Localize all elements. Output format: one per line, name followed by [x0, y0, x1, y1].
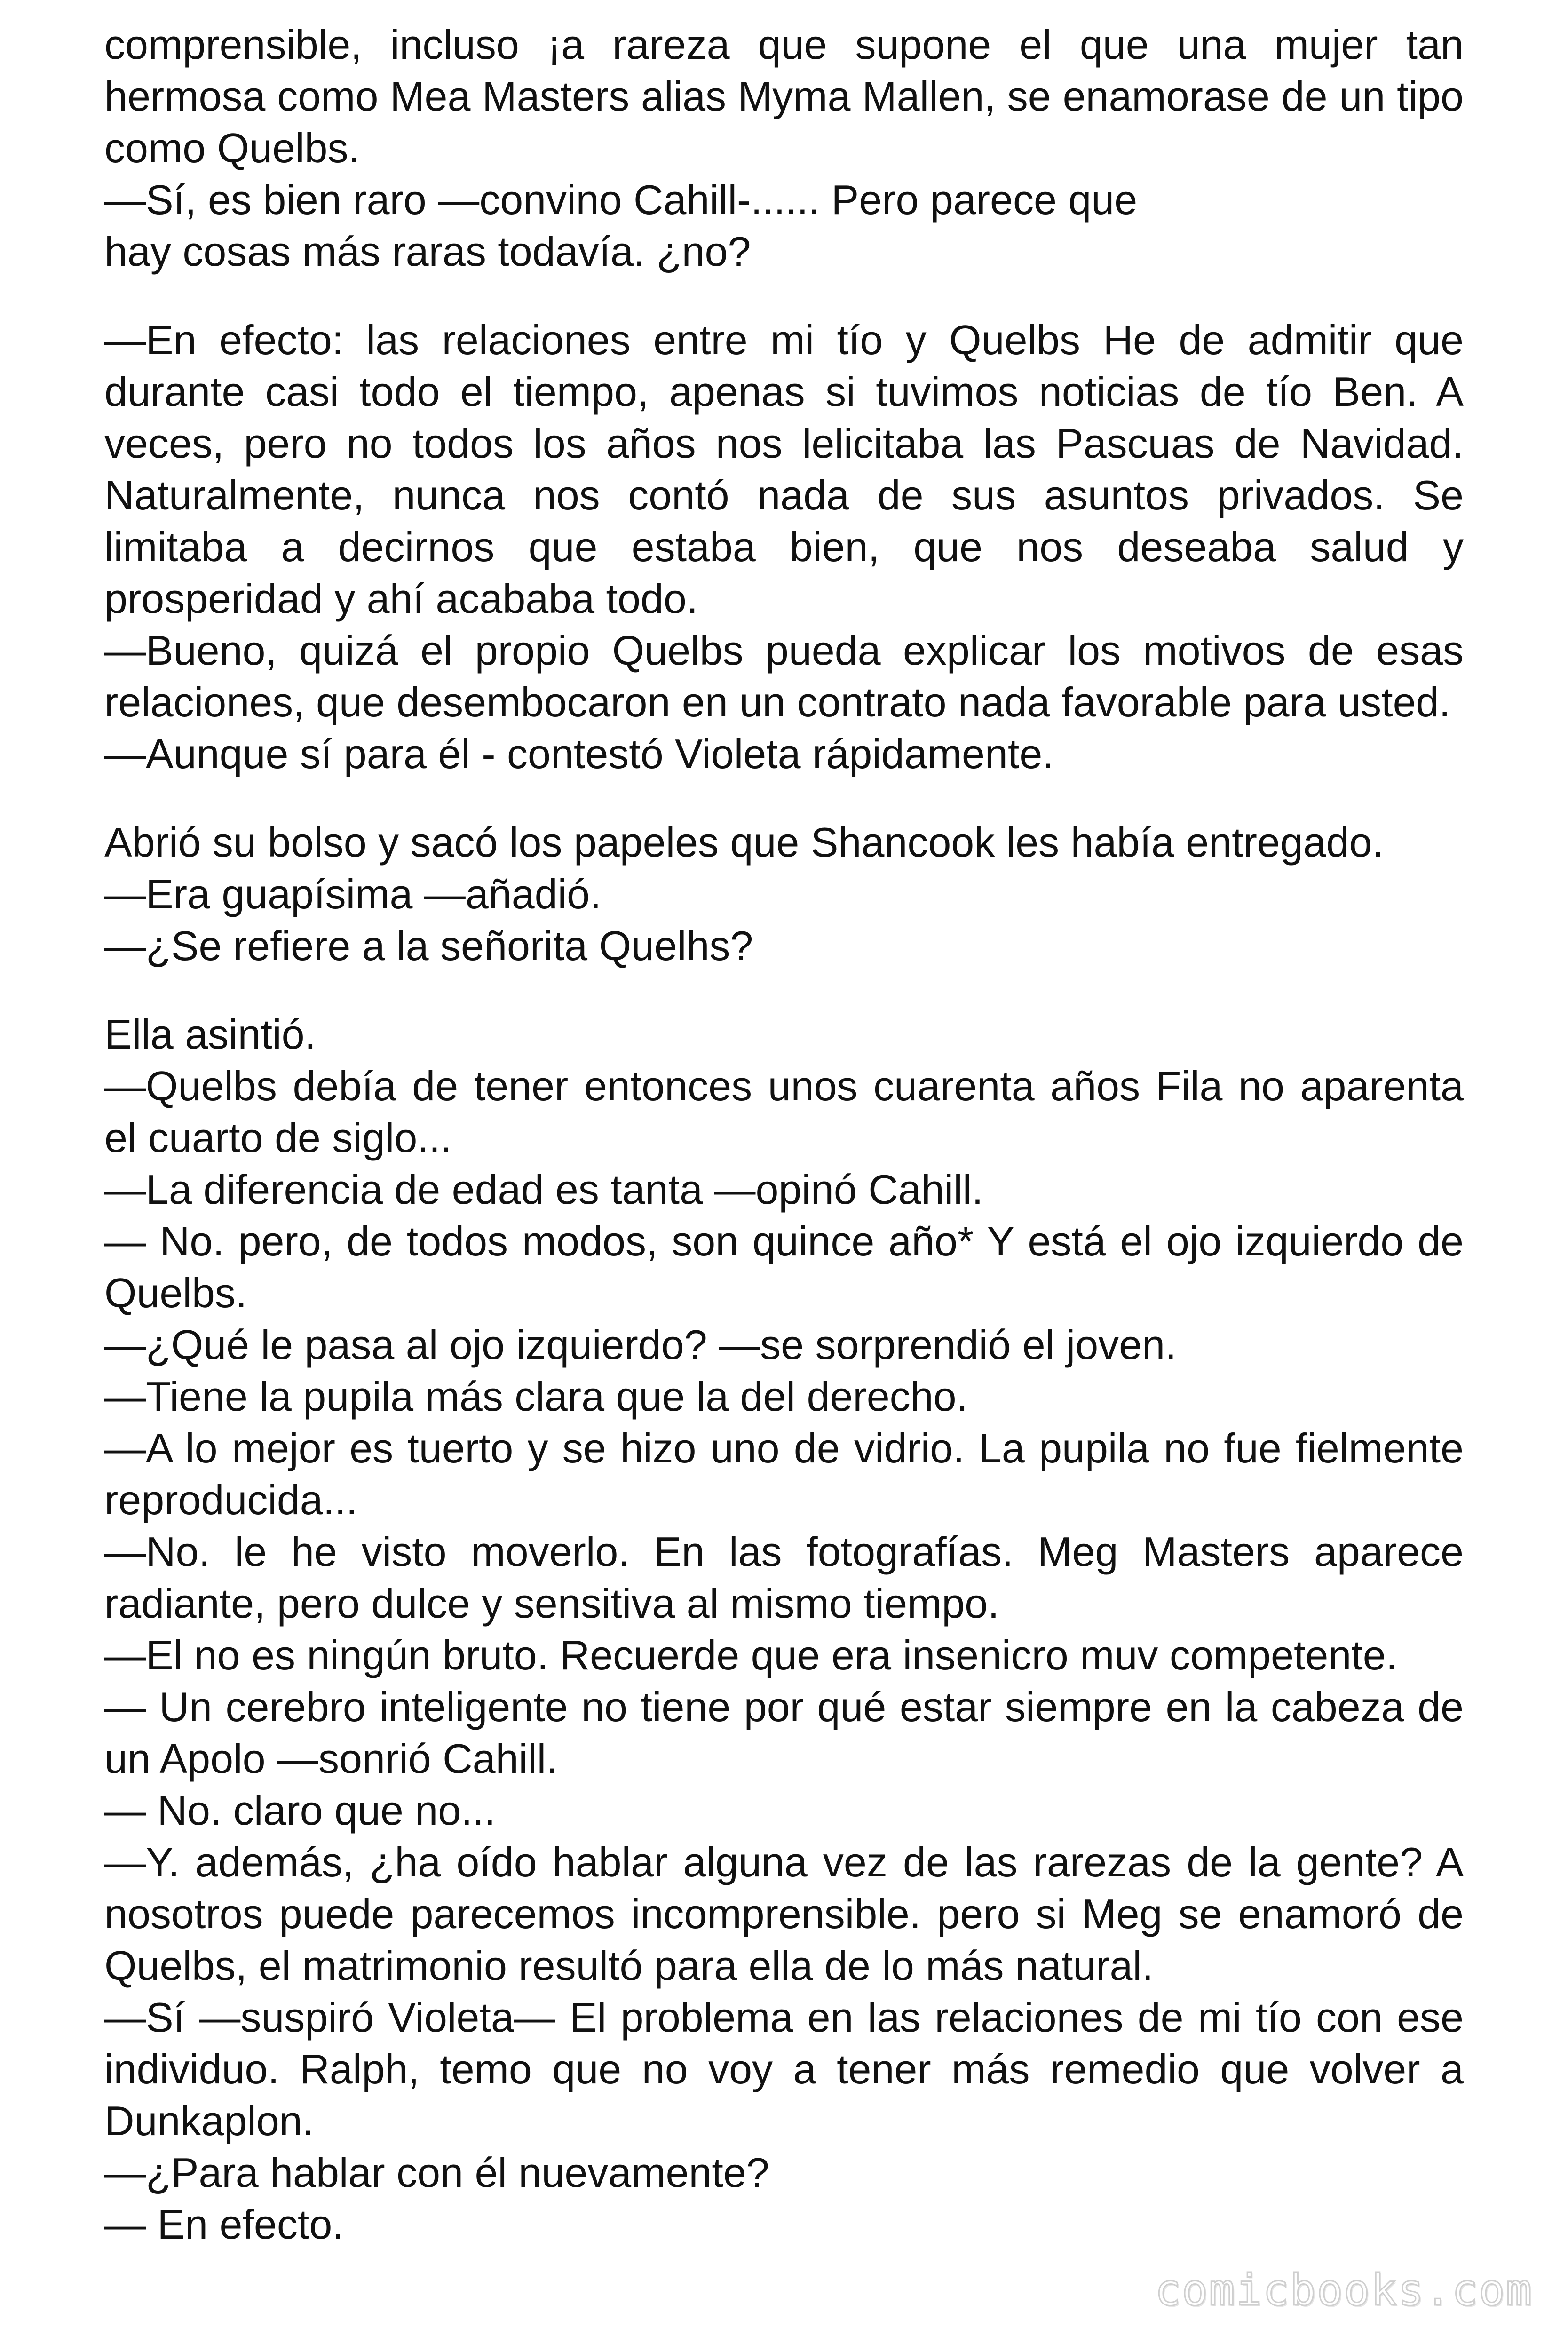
watermark: comicbooks.com [1155, 2265, 1533, 2315]
paragraph-22: —¿Para hablar con él nuevamente? [104, 2149, 769, 2196]
paragraph-19: — No. claro que no... [104, 1787, 496, 1834]
paragraph-21: —Sí —suspiró Violeta— El problema en las relaciones de mi tío con ese individuo. Ralph, temo que no voy a tener más remedio que volver a Dunkaplon. [104, 1994, 1464, 2144]
paragraph-15: —A lo mejor es tuerto y se hizo uno de vidrio. La pupila no fue fielmente reproducida... [104, 1425, 1464, 1523]
paragraph-18: — Un cerebro inteligente no tiene por qué estar siempre en la cabeza de un Apolo —sonrió Cahill. [104, 1684, 1464, 1782]
paragraph-10: —Quelbs debía de tener entonces unos cuarenta años Fila no aparenta el cuarto de siglo... [104, 1063, 1464, 1161]
paragraph-11: —La diferencia de edad es tanta —opinó Cahill. [104, 1166, 983, 1213]
paragraph-1: comprensible, incluso ¡a rareza que supone el que una mujer tan hermosa como Mea Masters alias Myma Mallen, se enamorase de un tipo como Quelbs. [104, 21, 1464, 171]
paragraph-3: —En efecto: las relaciones entre mi tío y Quelbs He de admitir que durante casi todo el tiempo, apenas si tuvimos noticias de tío Ben. A veces, pero no todos los años nos lelicitaba las Pascuas de Navidad. Naturalmente, nunca nos contó nada de sus asuntos privados. Se limitaba a decirnos que estaba bien, que nos deseaba salud y prosperidad y ahí acababa todo. [104, 317, 1464, 622]
book-page-text [104, 19, 1464, 2250]
paragraph-17: —El no es ningún bruto. Recuerde que era insenicro muv competente. [104, 1632, 1398, 1678]
paragraph-14: —Tiene la pupila más clara que la del derecho. [104, 1373, 968, 1420]
paragraph-13: —¿Qué le pasa al ojo izquierdo? —se sorprendió el joven. [104, 1321, 1177, 1368]
paragraph-16: —No. le he visto moverlo. En las fotografías. Meg Masters aparece radiante, pero dulce y sensitiva al mismo tiempo. [104, 1528, 1464, 1627]
paragraph-9: Ella asintió. [104, 1011, 317, 1057]
paragraph-20: —Y. además, ¿ha oído hablar alguna vez de las rarezas de la gente? A nosotros puede parecemos incomprensible. pero si Meg se enamoró de Quelbs, el matrimonio resultó para ella de lo más natural. [104, 1839, 1464, 1989]
paragraph-6: Abrió su bolso y sacó los papeles que Shancook les había entregado. [104, 819, 1384, 866]
paragraph-7: —Era guapísima —añadió. [104, 871, 602, 917]
paragraph-8: —¿Se refiere a la señorita Quelhs? [104, 922, 753, 969]
paragraph-2: —Sí, es bien raro —convino Cahill-...... Pero parece que hay cosas más raras todavía. ¿no? [104, 176, 1138, 275]
paragraph-12: — No. pero, de todos modos, son quince año* Y está el ojo izquierdo de Quelbs. [104, 1218, 1464, 1316]
paragraph-4: —Bueno, quizá el propio Quelbs pueda explicar los motivos de esas relaciones, que desembocaron en un contrato nada favorable para usted. [104, 627, 1464, 725]
paragraph-5: —Aunque sí para él - contestó Violeta rápidamente. [104, 731, 1054, 777]
paragraph-23: — En efecto. [104, 2201, 344, 2248]
